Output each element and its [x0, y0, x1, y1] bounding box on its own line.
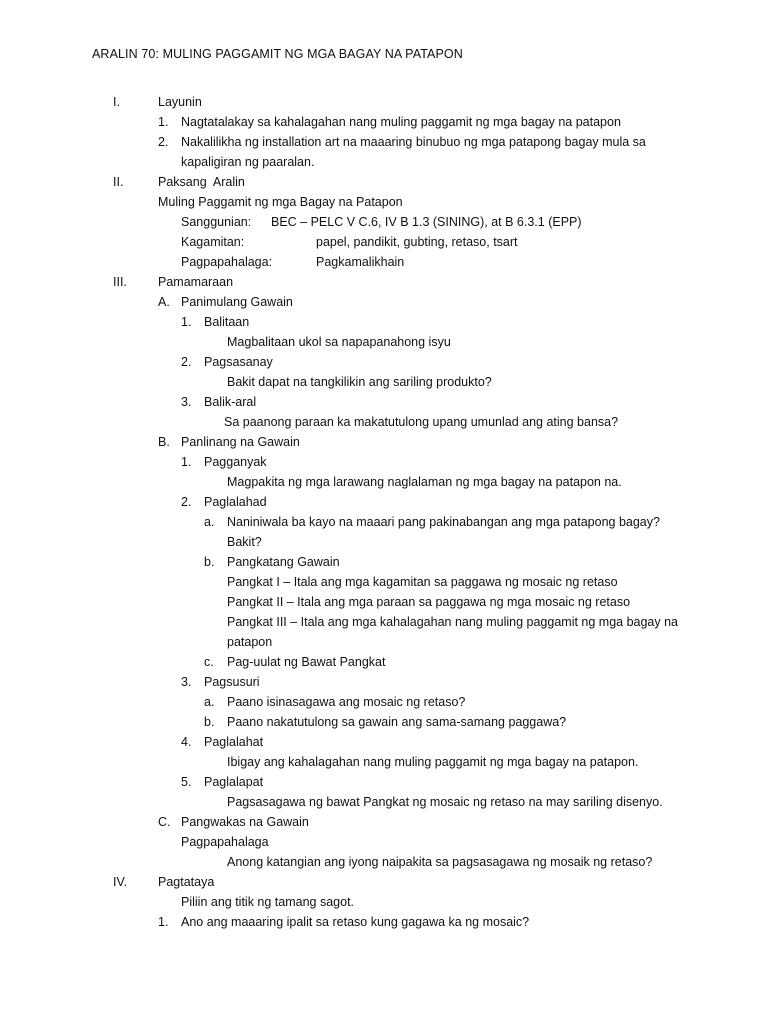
subsection-heading: Pangwakas na Gawain [181, 815, 309, 829]
subsection-heading: Panimulang Gawain [181, 295, 293, 309]
activity-text: Bakit dapat na tangkilikin ang sariling produkto? [227, 375, 492, 389]
activity-label: Paglalahat [204, 735, 264, 749]
list-number: 2. [158, 135, 169, 149]
section-numeral: III. [113, 275, 127, 289]
group-task-continued: patapon [227, 635, 273, 649]
activity-text: Anong katangian ang iyong naipakita sa pagsasagawa ng mosaik ng retaso? [227, 855, 653, 869]
activity-label: Pagsusuri [204, 675, 260, 689]
group-task: Pangkat I – Itala ang mga kagamitan sa paggawa ng mosaic ng retaso [227, 575, 618, 589]
subsection-letter: C. [158, 815, 171, 829]
sub-item-letter: a. [204, 695, 215, 709]
list-number: 2. [181, 495, 192, 509]
activity-label: Balik-aral [204, 395, 257, 409]
sub-item-text: Paano isinasagawa ang mosaic ng retaso? [227, 695, 466, 709]
group-task: Pangkat III – Itala ang mga kahalagahan nang muling paggamit ng mga bagay na [227, 615, 679, 629]
field-value: papel, pandikit, gubting, retaso, tsart [316, 235, 518, 249]
list-number: 3. [181, 395, 192, 409]
list-number: 2. [181, 355, 192, 369]
activity-label: Paglalapat [204, 775, 264, 789]
section-numeral: I. [113, 95, 120, 109]
document-title: ARALIN 70: MULING PAGGAMIT NG MGA BAGAY NA PATAPON [92, 47, 463, 61]
section-heading: Paksang Aralin [158, 175, 245, 189]
section-numeral: II. [113, 175, 124, 189]
activity-label: Paglalahad [204, 495, 267, 509]
activity-label: Pagsasanay [204, 355, 273, 369]
field-label: Pagpapahalaga: [181, 255, 273, 269]
activity-label: Balitaan [204, 315, 250, 329]
list-number: 1. [181, 315, 192, 329]
subsection-heading: Panlinang na Gawain [181, 435, 300, 449]
section-numeral: IV. [113, 875, 128, 889]
list-number: 1. [181, 455, 192, 469]
objective-text: Nakalilikha ng installation art na maaaring binubuo ng mga patapong bagay mula sa [181, 135, 646, 149]
topic-text: Muling Paggamit ng mga Bagay na Patapon [158, 195, 403, 209]
activity-text: Magpakita ng mga larawang naglalaman ng mga bagay na patapon na. [227, 475, 622, 489]
sub-item-text-continued: Bakit? [227, 535, 262, 549]
list-number: 3. [181, 675, 192, 689]
sub-item-text: Paano nakatutulong sa gawain ang sama-samang paggawa? [227, 715, 567, 729]
question-text: Ano ang maaaring ipalit sa retaso kung gagawa ka ng mosaic? [181, 915, 530, 929]
objective-text: Nagtatalakay sa kahalagahan nang muling paggamit ng mga bagay na patapon [181, 115, 621, 129]
section-heading: Layunin [158, 95, 202, 109]
subsection-letter: A. [158, 295, 170, 309]
list-number: 1. [158, 115, 169, 129]
activity-label: Pagganyak [204, 455, 267, 469]
sub-item-text: Pag-uulat ng Bawat Pangkat [227, 655, 386, 669]
sub-item-letter: c. [204, 655, 214, 669]
activity-label: Pagpapahalaga [181, 835, 269, 849]
subsection-letter: B. [158, 435, 170, 449]
sub-item-letter: b. [204, 715, 215, 729]
section-heading: Pagtataya [158, 875, 215, 889]
instruction-text: Piliin ang titik ng tamang sagot. [181, 895, 355, 909]
field-value: BEC – PELC V C.6, IV B 1.3 (SINING), at B 6.3.1 (EPP) [271, 215, 582, 229]
sub-item-letter: b. [204, 555, 215, 569]
list-number: 5. [181, 775, 192, 789]
group-task: Pangkat II – Itala ang mga paraan sa paggawa ng mga mosaic ng retaso [227, 595, 631, 609]
field-label: Sanggunian: [181, 215, 252, 229]
list-number: 1. [158, 915, 169, 929]
sub-item-letter: a. [204, 515, 215, 529]
list-number: 4. [181, 735, 192, 749]
sub-item-text: Naniniwala ba kayo na maaari pang pakinabangan ang mga patapong bagay? [227, 515, 660, 529]
objective-text-continued: kapaligiran ng paaralan. [181, 155, 315, 169]
activity-text: Sa paanong paraan ka makatutulong upang umunlad ang ating bansa? [224, 415, 619, 429]
activity-text: Pagsasagawa ng bawat Pangkat ng mosaic ng retaso na may sariling disenyo. [227, 795, 663, 809]
field-label: Kagamitan: [181, 235, 245, 249]
field-value: Pagkamalikhain [316, 255, 405, 269]
sub-item-text: Pangkatang Gawain [227, 555, 340, 569]
section-heading: Pamamaraan [158, 275, 234, 289]
activity-text: Ibigay ang kahalagahan nang muling paggamit ng mga bagay na patapon. [227, 755, 639, 769]
activity-text: Magbalitaan ukol sa napapanahong isyu [227, 335, 451, 349]
